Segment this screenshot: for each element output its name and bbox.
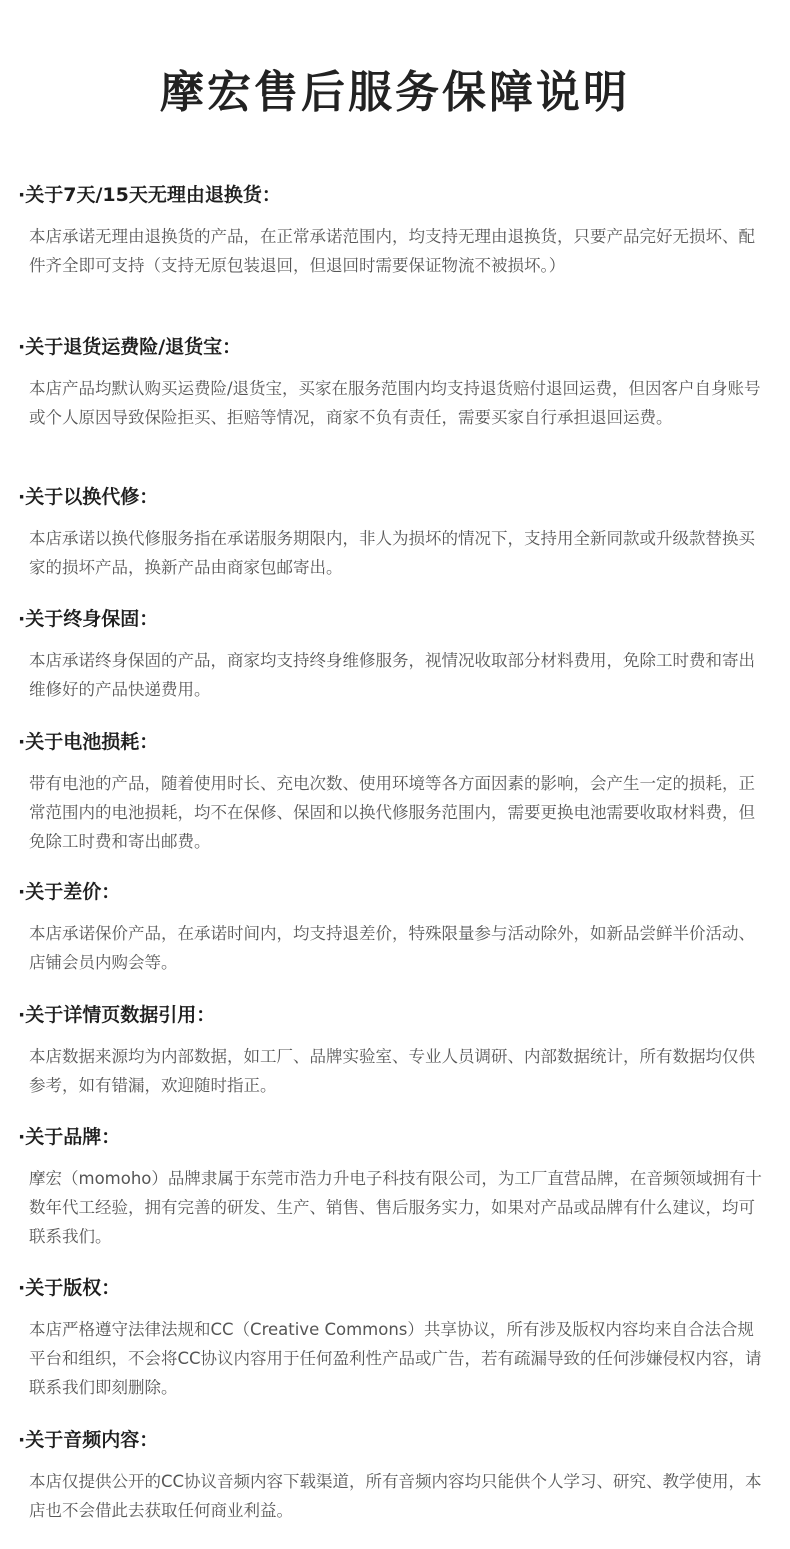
section-heading: ·关于以换代修： <box>18 486 159 508</box>
section-body: 本店严格遵守法律法规和CC（Creative Commons）共享协议，所有涉及版权内容均来自合法合规平台和组织，不会将CC协议内容用于任何盈利性产品或广告，若有疏漏导致的任何涉嫌侵权内容，请联系我们即刻删除。 <box>29 1320 762 1397</box>
section-lifetime-warranty <box>18 604 778 704</box>
section-body: 本店产品均默认购买运费险/退货宝，买家在服务范围内均支持退货赔付退回运费，但因客户自身账号或个人原因导致保险拒买、拒赔等情况，商家不负有责任，需要买家自行承担退回运费。 <box>29 379 761 427</box>
section-audio-content <box>18 1425 778 1525</box>
section-return-policy <box>18 180 778 280</box>
section-heading: ·关于差价： <box>18 881 121 903</box>
section-body: 本店承诺无理由退换货的产品，在正常承诺范围内，均支持无理由退换货，只要产品完好无损坏、配件齐全即可支持（支持无原包装退回，但退回时需要保证物流不被损坏。） <box>29 227 755 275</box>
section-heading: ·关于品牌： <box>18 1126 121 1148</box>
section-body: 本店承诺保价产品，在承诺时间内，均支持退差价，特殊限量参与活动除外，如新品尝鲜半价活动、店铺会员内购会等。 <box>29 924 755 972</box>
section-heading: ·关于版权： <box>18 1277 121 1299</box>
section-body: 摩宏（momoho）品牌隶属于东莞市浩力升电子科技有限公司，为工厂直营品牌，在音频领域拥有十数年代工经验，拥有完善的研发、生产、销售、售后服务实力，如果对产品或品牌有什么建议，均可联系我们。 <box>29 1169 762 1246</box>
section-shipping-insurance <box>18 332 778 432</box>
section-heading: ·关于7天/15天无理由退换货： <box>18 184 281 206</box>
section-body: 本店数据来源均为内部数据，如工厂、品牌实验室、专业人员调研、内部数据统计，所有数据均仅供参考，如有错漏，欢迎随时指正。 <box>29 1047 755 1095</box>
page-title: 摩宏售后服务保障说明 <box>160 67 630 118</box>
section-body: 本店承诺终身保固的产品，商家均支持终身维修服务，视情况收取部分材料费用，免除工时费和寄出维修好的产品快递费用。 <box>29 651 755 699</box>
section-heading: ·关于终身保固： <box>18 608 159 630</box>
section-data-reference <box>18 1000 778 1100</box>
section-price-difference <box>18 877 778 977</box>
section-heading: ·关于详情页数据引用： <box>18 1004 216 1026</box>
section-body: 本店承诺以换代修服务指在承诺服务期限内，非人为损坏的情况下，支持用全新同款或升级款替换买家的损坏产品，换新产品由商家包邮寄出。 <box>29 529 755 577</box>
section-body: 本店仅提供公开的CC协议音频内容下载渠道，所有音频内容均只能供个人学习、研究、教学使用，本店也不会借此去获取任何商业利益。 <box>29 1472 762 1520</box>
section-copyright <box>18 1273 778 1402</box>
section-heading: ·关于退货运费险/退货宝： <box>18 336 242 358</box>
section-brand <box>18 1122 778 1251</box>
section-battery-wear <box>18 727 778 856</box>
section-replace-for-repair <box>18 482 778 582</box>
section-body: 带有电池的产品，随着使用时长、充电次数、使用环境等各方面因素的影响，会产生一定的损耗，正常范围内的电池损耗，均不在保修、保固和以换代修服务范围内，需要更换电池需要收取材料费，但免除工时费和寄出邮费。 <box>29 774 755 851</box>
section-heading: ·关于电池损耗： <box>18 731 159 753</box>
section-heading: ·关于音频内容： <box>18 1429 159 1451</box>
